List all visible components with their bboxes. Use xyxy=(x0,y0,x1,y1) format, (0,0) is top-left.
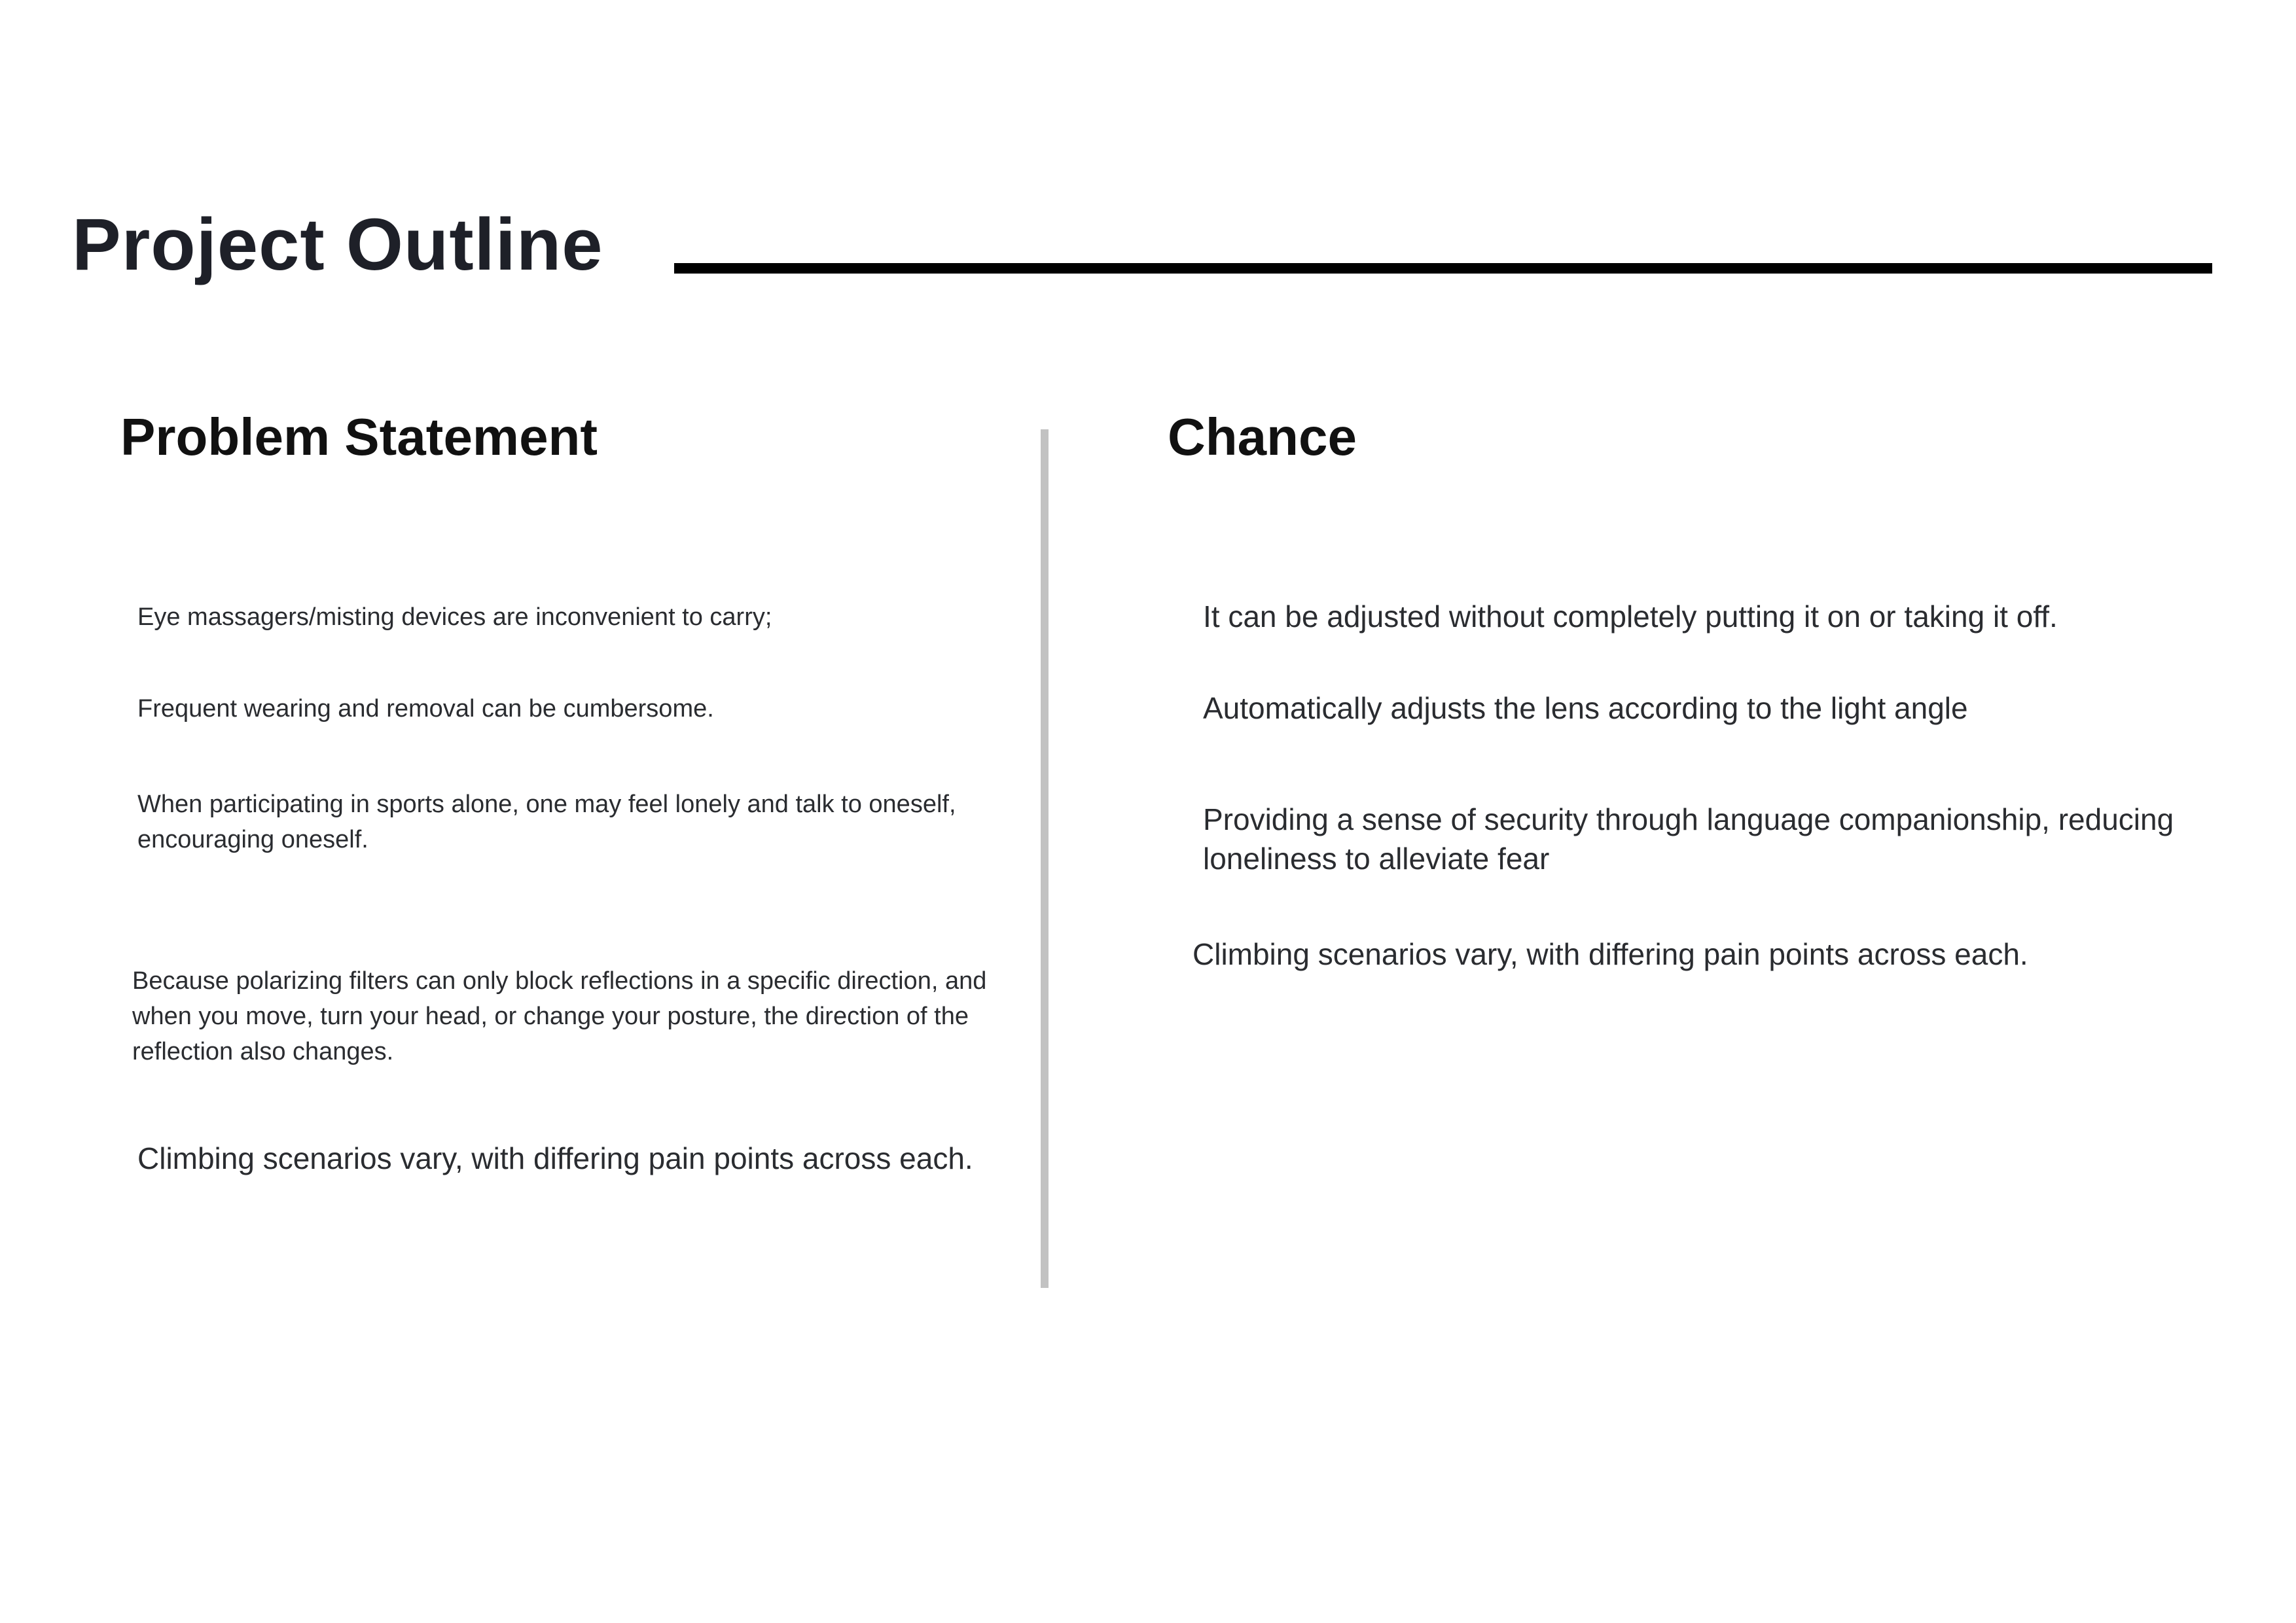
chance-heading: Chance xyxy=(1168,408,1357,466)
chance-item: It can be adjusted without completely putting it on or taking it off. xyxy=(1203,599,2058,633)
problem-item: Eye massagers/misting devices are inconvenient to carry; xyxy=(137,603,772,631)
problem-item: Frequent wearing and removal can be cumbersome. xyxy=(137,695,714,722)
page-title: Project Outline xyxy=(72,204,603,285)
problem-item: Climbing scenarios vary, with differing pain points across each. xyxy=(137,1141,973,1175)
chance-item: Providing a sense of security through language companionship, reducing loneliness to alleviate fear xyxy=(1203,802,2174,876)
chance-item: Climbing scenarios vary, with differing pain points across each. xyxy=(1193,937,2028,971)
chance-item: Automatically adjusts the lens according to the light angle xyxy=(1203,691,1968,725)
problem-statement-heading: Problem Statement xyxy=(120,408,598,466)
title-rule xyxy=(674,263,2212,274)
problem-item: When participating in sports alone, one may feel lonely and talk to oneself, encouraging oneself. xyxy=(137,791,956,853)
problem-item: Because polarizing filters can only block reflections in a specific direction, and when you move, turn your head, or change your posture, the direction of the reflection also changes. xyxy=(132,967,987,1065)
